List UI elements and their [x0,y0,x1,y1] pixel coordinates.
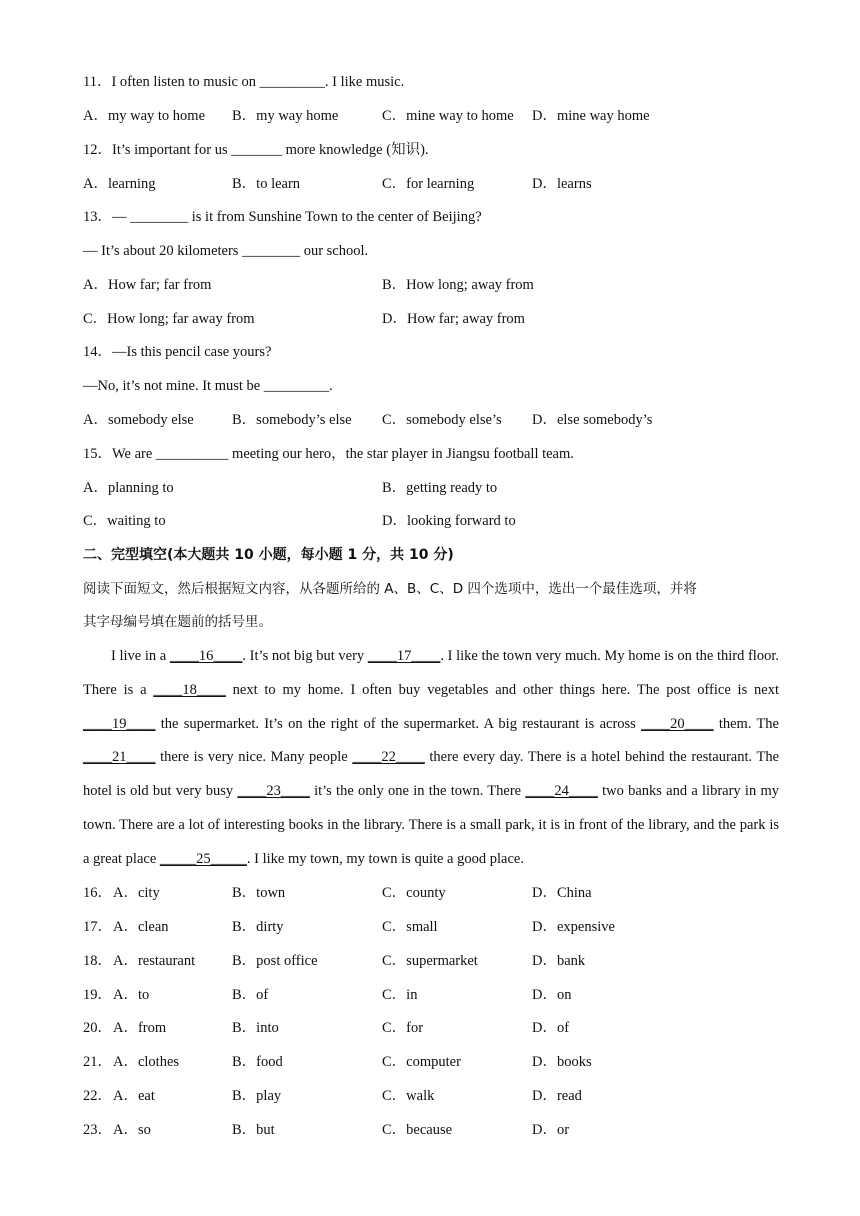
cloze-19-option-b: B．of [232,987,269,1003]
question-13-stem-reply: — It’s about 20 kilometers ________ our school. [83,243,369,259]
blank-25: _____25_____ [159,850,247,867]
cloze-16-option-d: D．China [532,885,592,901]
q15-option-c: C．waiting to [83,513,166,529]
cloze-21-option-b: B．food [232,1054,283,1070]
cloze-23-option-a: A．so [113,1122,151,1138]
cloze-17-option-b: B．dirty [232,919,284,935]
cloze-23-option-c: C．because [382,1122,453,1138]
cloze-17-option-c: C．small [382,919,438,935]
cloze-19-option-c: C．in [382,987,418,1003]
question-13-stem: 13．— ________ is it from Sunshine Town to the center of Beijing? [83,209,482,225]
question-14-stem-reply: —No, it’s not mine. It must be _________. [83,378,333,394]
passage-text: . It’s not big but very [242,648,368,664]
cloze-21-option-a: A．clothes [113,1054,180,1070]
blank-19: ____19____ [83,715,156,732]
cloze-17-option-a: A．clean [113,919,169,935]
section-2-instruction-line-1: 阅读下面短文，然后根据短文内容，从各题所给的 A、B、C、D 四个选项中，选出一个最佳选项，并将 [83,581,697,597]
blank-22: ____22____ [352,749,425,766]
cloze-18-option-d: D．bank [532,953,586,969]
cloze-19-option-a: A．to [113,987,150,1003]
q14-option-c: C．somebody else’s [382,412,502,428]
q13-option-b: B．How long; away from [382,277,534,293]
q14-option-a: A．somebody else [83,412,194,428]
question-12-stem: 12．It’s important for us _______ more knowledge (知识). [83,142,429,158]
blank-24: ____24____ [525,783,598,800]
section-2-instruction-line-2: 其字母编号填在题前的括号里。 [83,614,272,630]
cloze-22-option-d: D．read [532,1088,582,1104]
q13-option-c: C．How long; far away from [83,311,255,327]
q12-option-c: C．for learning [382,176,475,192]
cloze-18-number: 18． [83,953,112,969]
cloze-17-number: 17． [83,919,112,935]
q15-option-d: D．looking forward to [382,513,516,529]
cloze-20-number: 20． [83,1020,112,1036]
cloze-16-option-c: C．county [382,885,446,901]
passage-text: two banks and a library in my town. There are a lot of interesting books in the library. There is a small park, it is in front of the library, and the park is a great place [83,783,779,867]
cloze-21-option-c: C．computer [382,1054,461,1070]
passage-text: there every day. There is a hotel behind the restaurant. The hotel is old but very busy [83,749,779,800]
cloze-23-option-d: D．or [532,1122,570,1138]
cloze-22-option-b: B．play [232,1088,282,1104]
blank-16: ____16____ [169,648,243,664]
cloze-22-option-c: C．walk [382,1088,435,1104]
q11-option-a: A．my way to home [83,108,206,124]
cloze-23-number: 23． [83,1122,112,1138]
question-14-stem: 14．—Is this pencil case yours? [83,344,272,360]
cloze-18-option-b: B．post office [232,953,318,969]
cloze-18-option-a: A．restaurant [113,953,196,969]
q13-option-a: A．How far; far from [83,277,212,293]
passage-text: I live in a [111,648,170,664]
passage-text: next to my home. I often buy vegetables and other things here. The post office is next [225,681,779,698]
passage-text: the supermarket. It’s on the right of the supermarket. A big restaurant is across [155,715,642,732]
passage-text: . I like my town, my town is quite a good place. [246,850,524,867]
cloze-21-number: 21． [83,1054,112,1070]
q12-option-d: D．learns [532,176,592,192]
cloze-20-option-d: D．of [532,1020,570,1036]
cloze-16-option-b: B．town [232,885,286,901]
q14-option-b: B．somebody’s else [232,412,352,428]
q12-option-a: A．learning [83,176,156,192]
q12-option-b: B．to learn [232,176,301,192]
passage-text: it’s the only one in the town. There [309,783,526,800]
section-2-title: 二、完型填空(本大题共 10 小题，每小题 1 分，共 10 分) [83,547,454,563]
cloze-23-option-b: B．but [232,1122,275,1138]
q14-option-d: D．else somebody’s [532,412,653,428]
blank-23: ____23____ [237,783,310,800]
cloze-16-option-a: A．city [113,885,160,901]
question-15-stem: 15．We are __________ meeting our hero，the star player in Jiangsu football team. [83,446,574,462]
blank-18: ____18____ [153,681,226,698]
cloze-21-option-d: D．books [532,1054,592,1070]
blank-20: ____20____ [641,715,714,732]
q15-option-a: A．planning to [83,480,174,496]
blank-21: ____21____ [83,749,156,766]
cloze-20-option-c: C．for [382,1020,424,1036]
cloze-18-option-c: C．supermarket [382,953,478,969]
cloze-22-option-a: A．eat [113,1088,155,1104]
passage-text: . I like the town very much. My home is on the third floor. There is a [83,648,779,698]
cloze-17-option-d: D．expensive [532,919,615,935]
q11-option-c: C．mine way to home [382,108,514,124]
cloze-20-option-b: B．into [232,1020,279,1036]
q15-option-b: B．getting ready to [382,480,498,496]
passage-text: there is very nice. Many people [155,749,353,766]
blank-17: ____17____ [367,648,441,664]
q13-option-d: D．How far; away from [382,311,525,327]
cloze-22-number: 22． [83,1088,112,1104]
passage-text: them. The [713,715,779,732]
q11-option-d: D．mine way home [532,108,650,124]
cloze-20-option-a: A．from [113,1020,167,1036]
cloze-19-option-d: D．on [532,987,572,1003]
q11-option-b: B．my way home [232,108,339,124]
cloze-passage [83,640,779,877]
question-11-stem: 11．I often listen to music on _________. I like music. [83,74,405,90]
cloze-19-number: 19． [83,987,112,1003]
cloze-16-number: 16． [83,885,112,901]
